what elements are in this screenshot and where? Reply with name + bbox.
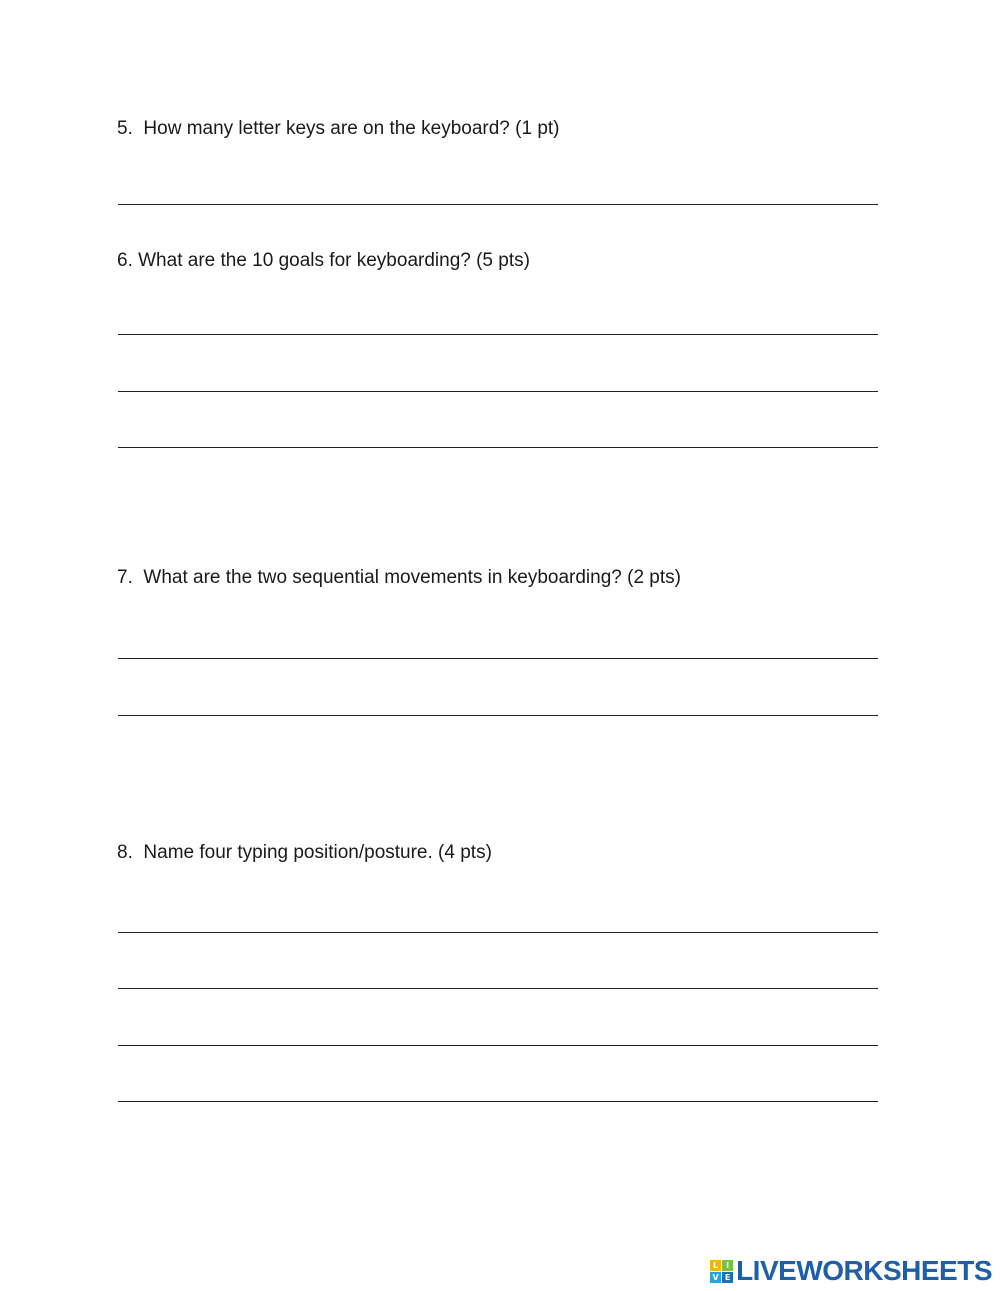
- logo-block-l: L: [710, 1260, 721, 1271]
- question-7-text: 7. What are the two sequential movements in keyboarding? (2 pts): [117, 567, 681, 588]
- question-7-answer-line-1[interactable]: [118, 658, 878, 659]
- question-7-answer-line-2[interactable]: [118, 715, 878, 716]
- question-8-answer-line-1[interactable]: [118, 932, 878, 933]
- question-8-answer-line-4[interactable]: [118, 1101, 878, 1102]
- question-5-text: 5. How many letter keys are on the keyboard? (1 pt): [117, 118, 560, 139]
- question-8-text: 8. Name four typing position/posture. (4 pts): [117, 842, 492, 863]
- question-6-text: 6. What are the 10 goals for keyboarding? (5 pts): [117, 250, 530, 271]
- question-6-answer-line-1[interactable]: [118, 334, 878, 335]
- liveworksheets-logo-text: LIVEWORKSHEETS: [736, 1255, 992, 1286]
- logo-block-e: E: [722, 1272, 733, 1283]
- question-6-answer-line-3[interactable]: [118, 447, 878, 448]
- liveworksheets-logo-icon: [710, 1260, 733, 1283]
- question-6-answer-line-2[interactable]: [118, 391, 878, 392]
- question-8-answer-line-2[interactable]: [118, 988, 878, 989]
- logo-block-i: I: [722, 1260, 733, 1271]
- question-5-answer-line-1[interactable]: [118, 204, 878, 205]
- logo-block-v: V: [710, 1272, 721, 1283]
- question-8-answer-line-3[interactable]: [118, 1045, 878, 1046]
- liveworksheets-watermark: [710, 1256, 992, 1286]
